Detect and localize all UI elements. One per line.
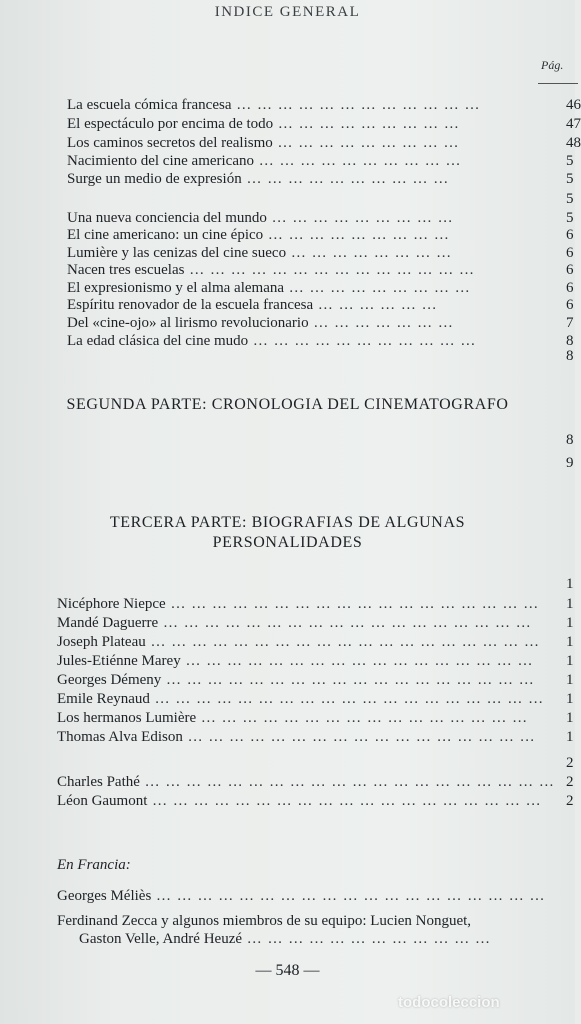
entry-page: 9 xyxy=(566,455,574,471)
toc-entry: Mandé Daguerre … … … … … … … … … … … … … … … … … … xyxy=(57,615,532,631)
entry-page: 2 xyxy=(566,793,574,809)
section-page: 1 xyxy=(566,576,574,592)
entry-page: 1 xyxy=(566,729,574,745)
toc-entry: Charles Pathé … … … … … … … … … … … … … … … … … … … … xyxy=(57,774,555,790)
entry-page: 6 xyxy=(566,227,574,243)
entry-page: 48 xyxy=(566,135,581,151)
entry-label: La edad clásica del cine mudo xyxy=(67,333,249,349)
toc-entry: Joseph Plateau … … … … … … … … … … … … … … … … … … … xyxy=(57,634,540,650)
watermark: todocoleccion xyxy=(398,994,500,1011)
entry-page: 1 xyxy=(566,615,574,631)
toc-entry: La edad clásica del cine mudo … … … … … … … … … … … xyxy=(67,333,477,349)
toc-entry: Lumière y las cenizas del cine sueco … … … … … … … … xyxy=(67,245,453,261)
entry-label: Thomas Alva Edison xyxy=(57,729,183,745)
entry-page: 5 xyxy=(566,171,574,187)
entry-page: 1 xyxy=(566,710,574,726)
entry-page: 8 xyxy=(566,432,574,448)
entry-label: Charles Pathé xyxy=(57,774,140,790)
part-two-heading: SEGUNDA PARTE: CRONOLOGIA DEL CINEMATOGRAFO xyxy=(66,396,509,413)
entry-label: Léon Gaumont xyxy=(57,793,148,809)
toc-entry: Jules-Etiénne Marey … … … … … … … … … … … … … … … … … xyxy=(57,653,534,669)
entry-label: Nicéphore Niepce xyxy=(57,596,166,612)
entry-label: Joseph Plateau xyxy=(57,634,146,650)
entry-label: Los hermanos Lumière xyxy=(57,710,197,726)
toc-entry: El espectáculo por encima de todo … … … … … … … … … xyxy=(67,116,460,132)
page-number: — 548 — xyxy=(255,962,320,979)
toc-entry-continuation: Gaston Velle, André Heuzé … … … … … … … … … … … … xyxy=(79,931,492,947)
entry-label: Surge un medio de expresión xyxy=(67,171,242,187)
entry-page: 6 xyxy=(566,262,574,278)
toc-entry: Emile Reynaud … … … … … … … … … … … … … … … … … … … xyxy=(57,691,545,707)
toc-entry: Georges Démeny … … … … … … … … … … … … … … … … … … xyxy=(57,672,535,688)
toc-entry: Nicéphore Niepce … … … … … … … … … … … … … … … … … … xyxy=(57,596,540,612)
entry-page: 6 xyxy=(566,245,574,261)
entry-label: Georges Démeny xyxy=(57,672,162,688)
toc-entry: Thomas Alva Edison … … … … … … … … … … … … … … … … … xyxy=(57,729,536,745)
part-three-heading-line1: TERCERA PARTE: BIOGRAFIAS DE ALGUNAS xyxy=(109,514,466,531)
entry-page: 8 xyxy=(566,348,574,364)
entry-page: 1 xyxy=(566,691,574,707)
toc-entry: Surge un medio de expresión … … … … … … … … … … xyxy=(67,171,450,187)
entry-label: Nacen tres escuelas xyxy=(67,262,185,278)
entry-page: 8 xyxy=(566,333,574,349)
toc-entry: El expresionismo y el alma alemana … … … … … … … … … xyxy=(67,280,471,296)
toc-entry: El cine americano: un cine épico … … … … … … … … … xyxy=(67,227,450,243)
entry-page: 1 xyxy=(566,672,574,688)
toc-entry xyxy=(57,913,557,930)
entry-label: Lumière y las cenizas del cine sueco xyxy=(67,245,287,261)
toc-entry: La escuela cómica francesa … … … … … … … … … … … … xyxy=(67,97,481,113)
page-column-rule xyxy=(538,83,578,84)
entry-page: 1 xyxy=(566,653,574,669)
section-page: 2 xyxy=(566,755,574,771)
part-three-heading xyxy=(0,513,575,553)
entry-label: Nacimiento del cine americano xyxy=(67,153,254,169)
toc-entry: Del «cine-ojo» al lirismo revolucionario … … … … … … … xyxy=(67,315,454,331)
entry-page: 1 xyxy=(566,634,574,650)
entry-label: Emile Reynaud xyxy=(57,691,150,707)
toc-entry: Nacimiento del cine americano … … … … … … … … … … xyxy=(67,153,462,169)
entry-page: 6 xyxy=(566,280,574,296)
entry-label: Una nueva conciencia del mundo xyxy=(67,210,267,226)
toc-entry: Georges Méliès … … … … … … … … … … … … … … … … … … … xyxy=(57,888,546,904)
entry-label: El expresionismo y el alma alemana xyxy=(67,280,285,296)
entry-label: Los caminos secretos del realismo xyxy=(67,135,273,151)
toc-entry: Una nueva conciencia del mundo … … … … … … … … … xyxy=(67,210,454,226)
toc-entry: Los caminos secretos del realismo … … … … … … … … … xyxy=(67,135,460,151)
entry-label: Del «cine-ojo» al lirismo revolucionario xyxy=(67,315,309,331)
entry-label: Ferdinand Zecca y algunos miembros de su equipo: Lucien Nonguet, xyxy=(57,913,472,929)
entry-label: Espíritu renovador de la escuela francesa xyxy=(67,297,314,313)
entry-label: El espectáculo por encima de todo xyxy=(67,116,274,132)
section-page: 5 xyxy=(566,191,574,207)
entry-label: Gaston Velle, André Heuzé xyxy=(79,931,243,947)
entry-page: 47 xyxy=(566,116,581,132)
entry-page: 1 xyxy=(566,596,574,612)
entry-page: 2 xyxy=(566,774,574,790)
entry-label: El cine americano: un cine épico xyxy=(67,227,264,243)
toc-entry: Espíritu renovador de la escuela francesa … … … … … … xyxy=(67,297,438,313)
subsection-heading: En Francia: xyxy=(57,857,131,873)
entry-page: 5 xyxy=(566,153,574,169)
entry-label: Jules-Etiénne Marey xyxy=(57,653,181,669)
entry-label: La escuela cómica francesa xyxy=(67,97,232,113)
toc-entry: Los hermanos Lumière … … … … … … … … … … … … … … … … xyxy=(57,710,529,726)
entry-label: Mandé Daguerre xyxy=(57,615,159,631)
part-three-heading-line2: PERSONALIDADES xyxy=(212,534,363,551)
running-head: INDICE GENERAL xyxy=(214,4,361,20)
page-column-label: Pág. xyxy=(541,58,564,72)
entry-page: 6 xyxy=(566,297,574,313)
entry-page: 5 xyxy=(566,210,574,226)
toc-entry: Nacen tres escuelas … … … … … … … … … … … … … … xyxy=(67,262,475,278)
entry-label: Georges Méliès xyxy=(57,888,152,904)
toc-entry: Léon Gaumont … … … … … … … … … … … … … … … … … … … xyxy=(57,793,542,809)
entry-page: 46 xyxy=(566,97,581,113)
entry-page: 7 xyxy=(566,315,574,331)
